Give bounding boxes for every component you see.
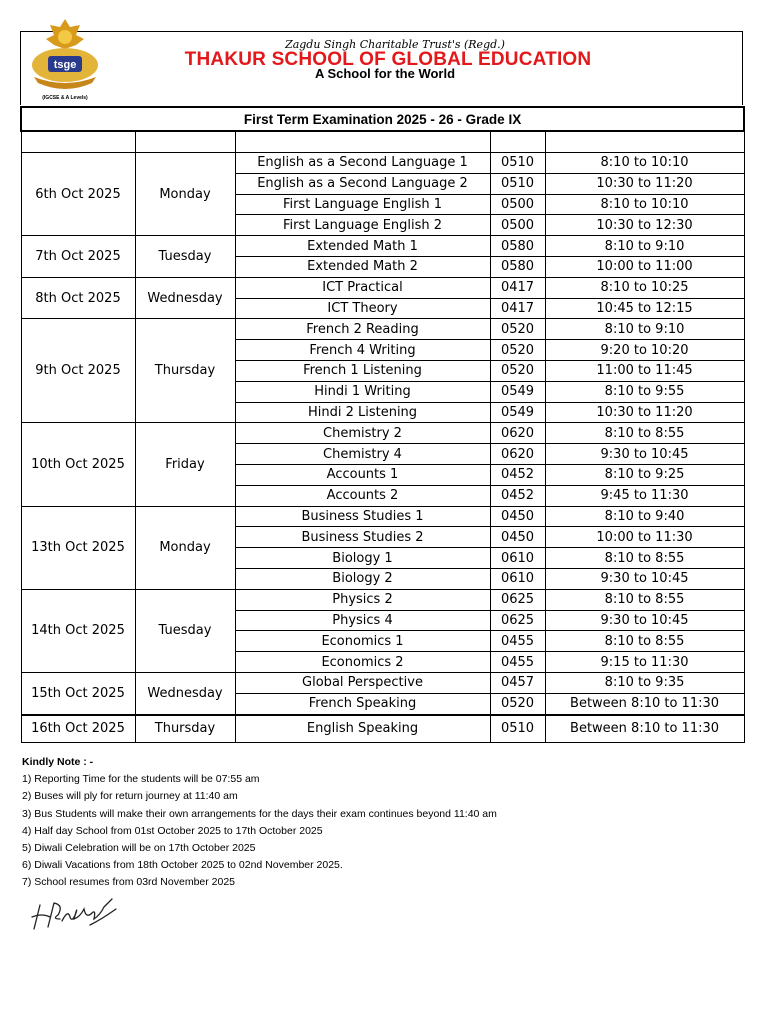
exam-time: 9:30 to 10:45 bbox=[545, 568, 744, 589]
note-item: 7) School resumes from 03rd November 2025 bbox=[22, 876, 236, 889]
subject-code: 0520 bbox=[490, 693, 545, 714]
exam-time: 8:10 to 8:55 bbox=[545, 589, 744, 610]
exam-subject: French 2 Reading bbox=[235, 319, 490, 340]
note-item: 2) Buses will ply for return journey at 11:40 am bbox=[22, 790, 238, 803]
exam-subject: Global Perspective bbox=[235, 672, 490, 693]
exam-date: 16th Oct 2025 bbox=[21, 715, 135, 743]
exam-subject: French 4 Writing bbox=[235, 340, 490, 361]
exam-subject: Economics 1 bbox=[235, 631, 490, 652]
exam-subject: Business Studies 1 bbox=[235, 506, 490, 527]
notes-heading: Kindly Note : - bbox=[22, 756, 94, 768]
exam-subject: First Language English 1 bbox=[235, 194, 490, 215]
exam-time: Between 8:10 to 11:30 bbox=[545, 715, 744, 743]
subject-code: 0450 bbox=[490, 527, 545, 548]
exam-subject: Chemistry 4 bbox=[235, 444, 490, 465]
school-logo bbox=[26, 17, 104, 102]
note-item: 5) Diwali Celebration will be on 17th October 2025 bbox=[22, 842, 256, 855]
exam-day: Tuesday bbox=[135, 589, 235, 672]
note-item: 4) Half day School from 01st October 2025 to 17th October 2025 bbox=[22, 824, 323, 837]
exam-subject: English Speaking bbox=[235, 715, 490, 743]
exam-time: 8:10 to 9:40 bbox=[545, 506, 744, 527]
exam-time: 8:10 to 10:10 bbox=[545, 194, 744, 215]
table-row bbox=[21, 715, 744, 743]
exam-time: 8:10 to 9:10 bbox=[545, 319, 744, 340]
exam-time: 8:10 to 10:10 bbox=[545, 153, 744, 174]
exam-subject: Physics 4 bbox=[235, 610, 490, 631]
subject-code: 0610 bbox=[490, 548, 545, 569]
subject-code: 0455 bbox=[490, 631, 545, 652]
exam-schedule-table bbox=[20, 106, 745, 743]
exam-time: 8:10 to 9:55 bbox=[545, 381, 744, 402]
subject-code: 0500 bbox=[490, 194, 545, 215]
exam-subject: Hindi 2 Listening bbox=[235, 402, 490, 423]
exam-subject: Accounts 2 bbox=[235, 485, 490, 506]
exam-day: Wednesday bbox=[135, 277, 235, 319]
exam-subject: Economics 2 bbox=[235, 652, 490, 673]
subject-code: 0450 bbox=[490, 506, 545, 527]
exam-time: 8:10 to 9:10 bbox=[545, 236, 744, 257]
exam-subject: First Language English 2 bbox=[235, 215, 490, 236]
note-item: 3) Bus Students will make their own arrangements for the days their exam continues beyond 11:40 am bbox=[22, 807, 497, 820]
exam-time: 8:10 to 10:25 bbox=[545, 277, 744, 298]
subject-code: 0510 bbox=[490, 173, 545, 194]
subject-code: 0457 bbox=[490, 672, 545, 693]
trust-name: Zagdu Singh Charitable Trust's (Regd.) bbox=[285, 38, 505, 51]
table-row bbox=[21, 277, 744, 298]
exam-subject: Extended Math 1 bbox=[235, 236, 490, 257]
exam-time: 10:30 to 11:20 bbox=[545, 173, 744, 194]
exam-time: 10:45 to 12:15 bbox=[545, 298, 744, 319]
exam-date: 9th Oct 2025 bbox=[21, 319, 135, 423]
exam-date: 10th Oct 2025 bbox=[21, 423, 135, 506]
exam-time: Between 8:10 to 11:30 bbox=[545, 693, 744, 714]
logo-caption: (IGCSE & A Levels) bbox=[42, 95, 88, 101]
subject-code: 0580 bbox=[490, 256, 545, 277]
exam-time: 9:45 to 11:30 bbox=[545, 485, 744, 506]
exam-date: 14th Oct 2025 bbox=[21, 589, 135, 672]
exam-date: 6th Oct 2025 bbox=[21, 153, 135, 236]
exam-time: 10:30 to 11:20 bbox=[545, 402, 744, 423]
note-item: 6) Diwali Vacations from 18th October 2025 to 02nd November 2025. bbox=[22, 859, 343, 872]
exam-day: Monday bbox=[135, 153, 235, 236]
exam-day: Friday bbox=[135, 423, 235, 506]
exam-time: 8:10 to 8:55 bbox=[545, 423, 744, 444]
exam-time: 8:10 to 8:55 bbox=[545, 631, 744, 652]
blank-header-row bbox=[21, 131, 744, 153]
exam-subject: Biology 1 bbox=[235, 548, 490, 569]
exam-subject: Extended Math 2 bbox=[235, 256, 490, 277]
signature bbox=[30, 895, 120, 935]
notes-section bbox=[22, 754, 497, 892]
school-motto: A School for the World bbox=[314, 66, 456, 81]
exam-subject: Business Studies 2 bbox=[235, 527, 490, 548]
exam-time: 10:30 to 12:30 bbox=[545, 215, 744, 236]
subject-code: 0452 bbox=[490, 464, 545, 485]
exam-subject: ICT Theory bbox=[235, 298, 490, 319]
exam-day: Thursday bbox=[135, 319, 235, 423]
exam-time: 9:30 to 10:45 bbox=[545, 610, 744, 631]
exam-subject: Biology 2 bbox=[235, 568, 490, 589]
exam-date: 8th Oct 2025 bbox=[21, 277, 135, 319]
exam-time: 10:00 to 11:30 bbox=[545, 527, 744, 548]
exam-date: 13th Oct 2025 bbox=[21, 506, 135, 589]
exam-time: 9:15 to 11:30 bbox=[545, 652, 744, 673]
exam-time: 9:30 to 10:45 bbox=[545, 444, 744, 465]
subject-code: 0625 bbox=[490, 589, 545, 610]
subject-code: 0510 bbox=[490, 715, 545, 743]
table-row bbox=[21, 672, 744, 693]
subject-code: 0520 bbox=[490, 319, 545, 340]
exam-time: 8:10 to 9:25 bbox=[545, 464, 744, 485]
subject-code: 0452 bbox=[490, 485, 545, 506]
subject-code: 0520 bbox=[490, 340, 545, 361]
note-item: 1) Reporting Time for the students will be 07:55 am bbox=[22, 773, 260, 786]
table-row bbox=[21, 589, 744, 610]
exam-subject: French Speaking bbox=[235, 693, 490, 714]
exam-subject: ICT Practical bbox=[235, 277, 490, 298]
subject-code: 0510 bbox=[490, 153, 545, 174]
subject-code: 0549 bbox=[490, 402, 545, 423]
exam-title: First Term Examination 2025 - 26 - Grade IX bbox=[21, 107, 744, 131]
table-row bbox=[21, 236, 744, 257]
exam-time: 8:10 to 9:35 bbox=[545, 672, 744, 693]
table-row bbox=[21, 423, 744, 444]
subject-code: 0549 bbox=[490, 381, 545, 402]
school-name: THAKUR SCHOOL OF GLOBAL EDUCATION bbox=[184, 49, 592, 70]
exam-time: 11:00 to 11:45 bbox=[545, 360, 744, 381]
table-row bbox=[21, 153, 744, 174]
subject-code: 0620 bbox=[490, 444, 545, 465]
subject-code: 0455 bbox=[490, 652, 545, 673]
logo-text: tsge bbox=[53, 59, 77, 71]
exam-day: Thursday bbox=[135, 715, 235, 743]
subject-code: 0625 bbox=[490, 610, 545, 631]
exam-subject: English as a Second Language 2 bbox=[235, 173, 490, 194]
exam-day: Monday bbox=[135, 506, 235, 589]
exam-subject: Accounts 1 bbox=[235, 464, 490, 485]
exam-subject: Chemistry 2 bbox=[235, 423, 490, 444]
exam-subject: Hindi 1 Writing bbox=[235, 381, 490, 402]
exam-date: 7th Oct 2025 bbox=[21, 236, 135, 278]
exam-date: 15th Oct 2025 bbox=[21, 672, 135, 714]
subject-code: 0580 bbox=[490, 236, 545, 257]
exam-time: 8:10 to 8:55 bbox=[545, 548, 744, 569]
exam-day: Wednesday bbox=[135, 672, 235, 714]
exam-subject: Physics 2 bbox=[235, 589, 490, 610]
exam-time: 9:20 to 10:20 bbox=[545, 340, 744, 361]
subject-code: 0620 bbox=[490, 423, 545, 444]
subject-code: 0417 bbox=[490, 277, 545, 298]
table-row bbox=[21, 506, 744, 527]
exam-time: 10:00 to 11:00 bbox=[545, 256, 744, 277]
subject-code: 0610 bbox=[490, 568, 545, 589]
subject-code: 0520 bbox=[490, 360, 545, 381]
table-row bbox=[21, 319, 744, 340]
subject-code: 0417 bbox=[490, 298, 545, 319]
subject-code: 0500 bbox=[490, 215, 545, 236]
exam-subject: French 1 Listening bbox=[235, 360, 490, 381]
exam-day: Tuesday bbox=[135, 236, 235, 278]
exam-subject: English as a Second Language 1 bbox=[235, 153, 490, 174]
